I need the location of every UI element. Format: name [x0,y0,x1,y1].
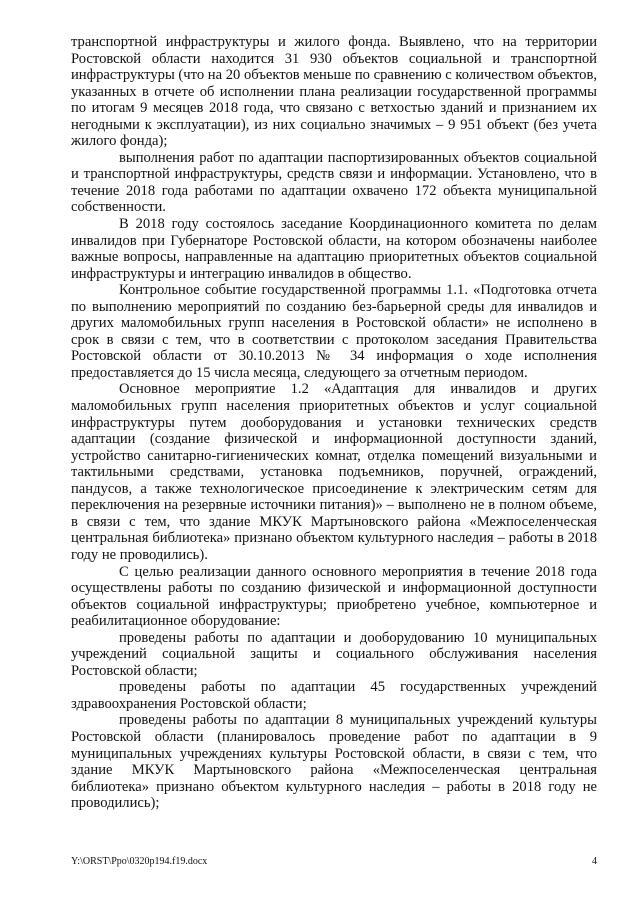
document-body [71,34,597,812]
paragraph-culture: проведены работы по адаптации 8 муниципальных учреждений культуры Ростовской области (планировалось проведение работ по адаптации в 9 муниципальных учреждениях культуры Ростовской области, в связи с тем, что здание МКУК Мартыновского района «Межпоселенческая центральная библиотека» признано объектом культурного наследия – работы в 2018 году не проводились); [71,712,597,812]
paragraph-healthcare: проведены работы по адаптации 45 государственных учреждений здравоохранения Ростовской области; [71,679,597,712]
page-number: 4 [592,856,597,867]
footer-file-path: Y:\ORST\Ppo\0320p194.f19.docx [71,856,208,867]
page-footer [71,856,597,870]
paragraph-adaptation-works: выполнения работ по адаптации паспортизированных объектов социальной и транспортной инфраструктуры, средств связи и информации. Установлено, что в течение 2018 года работами по адаптации охвачено 172 объекта муниципальной собственности. [71,149,597,216]
paragraph-control-event: Контрольное событие государственной программы 1.1. «Подготовка отчета по выполнению мероприятий по созданию без-барьерной среды для инвалидов и других маломобильных групп населения в Ростовской области» не исполнено в срок в связи с тем, что в соответствии с протоколом заседания Правительства Ростовской области от 30.10.2013 № 34 информация о ходе исполнения предоставляется до 15 числа месяца, следующего за отчетным периодом. [71,282,597,381]
paragraph-social-protection: проведены работы по адаптации и дооборудованию 10 муниципальных учреждений социальной защиты и социального обслуживания населения Ростовской области; [71,629,597,679]
paragraph-infrastructure-count: транспортной инфраструктуры и жилого фонда. Выявлено, что на территории Ростовской области находится 31 930 объектов социальной и транспортной инфраструктуры (что на 20 объектов меньше по сравнению с количеством объектов, указанных в отчете об исполнении плана реализации государственной программы по итогам 9 месяцев 2018 года, что связано с ветхостью зданий и признанием их негодными к эксплуатации), из них социально значимых – 9 951 объект (без учета жилого фонда); [71,34,597,150]
paragraph-implementation: С целью реализации данного основного мероприятия в течение 2018 года осуществлены работы по созданию физической и информационной доступности объектов социальной инфраструктуры; приобретено учебное, компьютерное и реабилитационное оборудование: [71,563,597,630]
paragraph-coordination-committee: В 2018 году состоялось заседание Координационного комитета по делам инвалидов при Губернаторе Ростовской области, на котором обозначены наиболее важные вопросы, направленные на адаптацию приоритетных объектов социальной инфраструктуры и интеграцию инвалидов в общество. [71,216,597,282]
paragraph-main-activity: Основное мероприятие 1.2 «Адаптация для инвалидов и других маломобильных групп населения приоритетных объектов и услуг социальной инфраструктуры путем дооборудования и установки технических средств адаптации (создание физической и информационной доступности зданий, устройство санитарно-гигиенических комнат, отделка помещений визуальными и тактильными средствами, установка подъемников, поручней, ограждений, пандусов, а также технологическое присоединение к электрическим сетям для переключения на резервные источники питания)» – выполнено не в полном объеме, в связи с тем, что здание МКУК Мартыновского района «Межпоселенческая центральная библиотека» признано объектом культурного наследия – работы в 2018 году не проводились). [71,381,597,563]
